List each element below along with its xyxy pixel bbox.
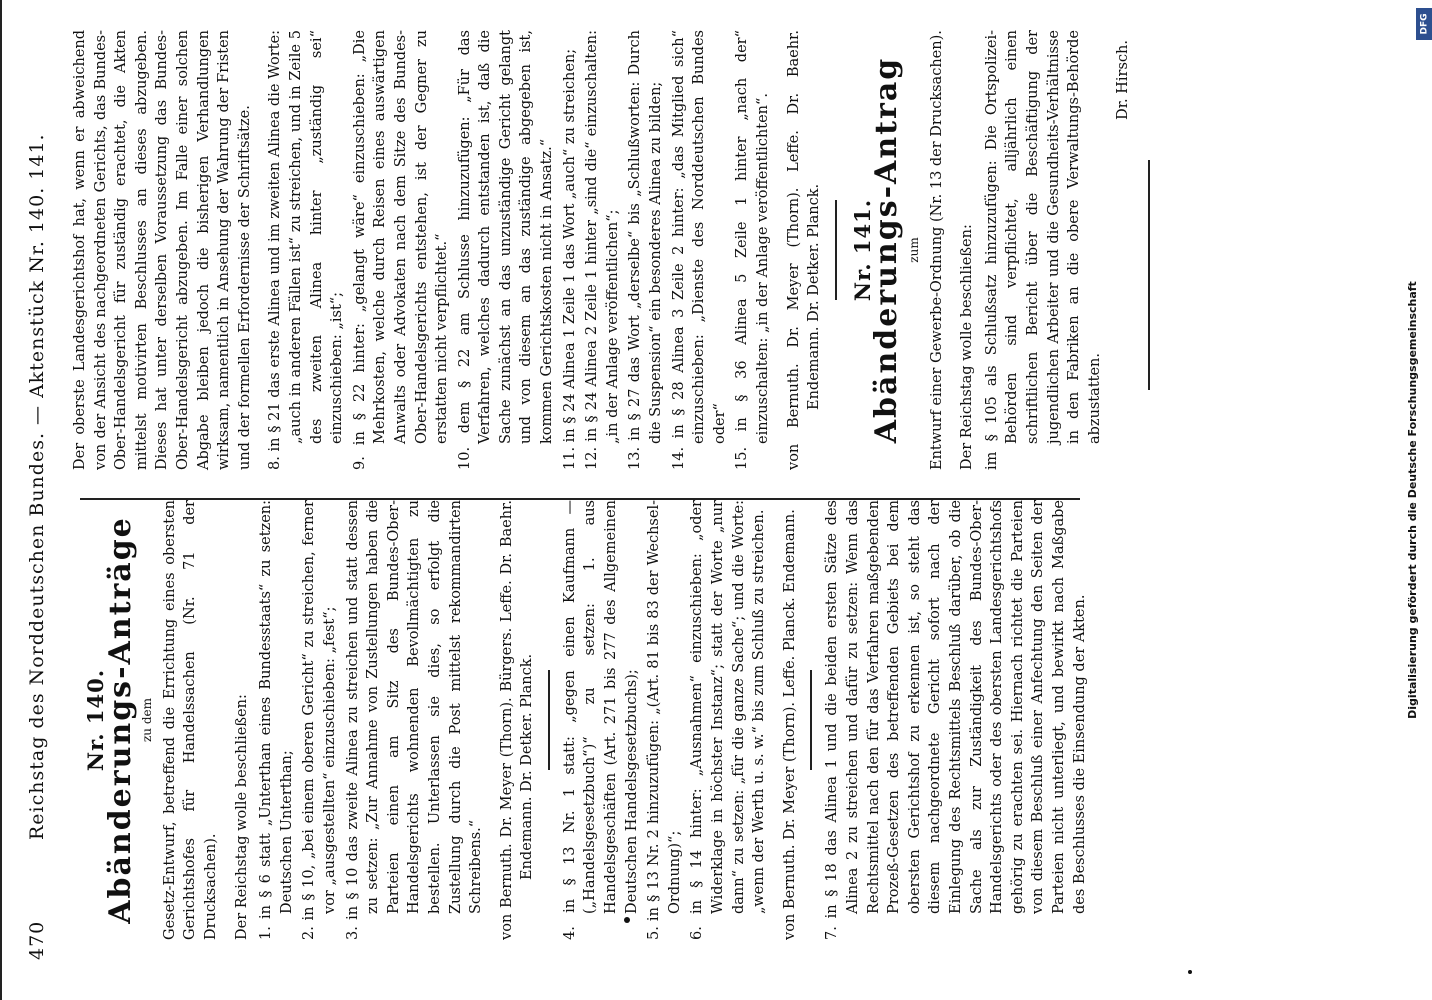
motion-item: im § 105 als Schlußsatz hinzuzufügen: Die Ortspolizei-Behörden sind verpflichtet, alljährlich einen schriftlichen Bericht über die Beschäftigung der jugendlichen Arbeiter und die Gesundheits-Verhältnisse in den Fabriken an die obere Verwaltungs-Behörde abzustatten. [983,30,1103,470]
divider-rule [548,670,550,770]
motion-item: 7. in § 18 das Alinea 1 und die beiden ersten Sätze des Alinea 2 zu streichen und dafür zu setzen: Wenn das Rechtsmittel nach den für das Verfahren maßgebenden Prozeß-Gesetzen des betreffenden Gebiets bei dem obersten Gerichtshof zu erkennen ist, so steht das diesem nachgeordnete Gericht sofort nach der Einlegung des Rechtsmittels Beschluß darüber, ob die Sache als zur Zuständigkeit des Bundes-Ober-Handelsgerichts oder des obersten Landesgerichtshofs gehörig zu erachten sei. Hiernach richtet die Parteien von diesem Beschluß einer Anfechtung den Seiten der Parteien nicht unterliegt, und bewirkt nach Maßgabe des Beschlusses die Einsendung der Akten. [824,500,1088,940]
preposition-line: zum [906,237,921,263]
scan-speck [1188,970,1192,974]
logo-text: DFG [1419,13,1430,35]
document-heading: Abänderungs-Antrag [869,56,905,444]
motion-item: 8. in § 21 das erste Alinea und im zweiten Alinea die Worte: „auch in anderen Fällen ist“ zu streichen, und in Zeile 5 des zweiten Alinea hinter „zuständig sei“ einzuschieben: „ist“; [267,30,346,470]
motion-item: 6. in § 14 hinter: „Ausnahmen“ einzuschieben: „oder Widerklage in höchster Instanz“; statt der Worte „nur dann“ zu setzen: „für die ganze Sache“; und die Worte: „wenn der Werth u. s. w.“ bis zum Schluß zu streichen. [689,500,768,940]
signers: von Bernuth. Dr. Meyer (Thorn). Leffe. Planck. Endemann. [781,509,798,940]
motion-intro: Der Reichstag wolle beschließen: [233,694,250,940]
document-subject: Entwurf einer Gewerbe-Ordnung (Nr. 13 der Drucksachen). [928,30,945,470]
signers: von Bernuth. Dr. Meyer (Thorn). Leffe. Dr. Baehr. Endemann. Dr. Detker. Planck. [785,30,823,470]
document-subject: Gesetz-Entwurf, betreffend die Errichtung eines obersten Gerichtshofes für Handelssachen (Nr. 71 der Drucksachen). [161,500,219,940]
document-number: Nr. 141. [849,198,875,302]
scan-speck [624,917,630,923]
divider-rule [810,670,812,770]
motion-item: 9. in § 22 hinter: „gelangt wäre“ einzuschieben: „Die Mehrkosten, welche durch Reisen eines auswärtigen Anwalts oder Advokaten nach dem Sitze des Bundes-Ober-Handelsgerichts entstehen, ist der Gegner zu erstatten nicht verpflichtet.“ [351,30,451,470]
right-column [70,30,1132,470]
motion-intro: Der Reichstag wolle beschließen: [959,224,976,470]
column-divider [80,498,1080,500]
motion-item: 11. in § 24 Alinea 1 Zeile 1 das Wort „auch“ zu streichen; [561,48,578,470]
motion-item: 1. in § 6 statt „Unterthan eines Bundesstaats“ zu setzen: Deutschen Unterthan; [258,500,295,940]
end-rule [1148,160,1150,390]
page-number: 470 [26,920,48,960]
left-column [70,500,1088,940]
signer: Dr. Hirsch. [1115,40,1132,120]
continuation-text: Der oberste Landesgerichtshof hat, wenn er abweichend von der Ansicht des nachgeordneten Gerichts, das Bundes-Ober-Handelsgericht für zuständig erachtet, die Akten mittelst motivirten Beschlusses an dieses abzugeben. Dieses hat unter derselben Voraussetzung das Bundes-Ober-Handelsgericht abzugeben. Im Falle einer solchen Abgabe bleiben jedoch die bisherigen Verhandlungen wirksam, namentlich in Ansehung der Wahrung der Fristen und der formellen Erfordernisse der Schriftsätze. [72,30,253,470]
motion-item: 2. in § 10, „bei einem oberen Gericht“ zu streichen, ferner vor „ausgestellten“ einzuschieben: „fest“; [301,500,338,940]
preposition-line: zu dem [140,697,155,743]
motion-item: 14. in § 28 Alinea 3 Zeile 2 hinter: „das Mitglied sich“ einzuschieben: „Dienste des Norddeutschen Bundes oder“ [670,30,728,470]
motion-item: 12. in § 24 Alinea 2 Zeile 1 hinter „sind die“ einzuschalten: „in der Anlage veröffentlichen“; [584,30,621,470]
motion-item: 15. in § 36 Alinea 5 Zeile 1 hinter „nach der“ einzuschalten: „in der Anlage veröffentlichten“. [734,30,771,470]
motion-item: 13. in § 27 das Wort „derselbe“ bis „Schlußworten: Durch die Suspension“ ein besonderes Alinea zu bilden; [627,30,665,470]
running-head [20,30,60,960]
motion-item: 5. in § 13 Nr. 2 hinzuzufügen: „(Art. 81 bis 83 der Wechsel-Ordnung)“; [646,500,683,940]
motion-item: 10. dem § 22 am Schlusse hinzuzufügen: „Für das Verfahren, welches dadurch entstanden ist, daß die Sache zunächst an das unzuständige Gericht gelangt und von diesem an das zuständige abgegeben ist, kommen Gerichtskosten nicht in Ansatz.“ [456,30,556,470]
motion-item: 4. in § 13 Nr. 1 statt: „gegen einen Kaufmann — („Handelsgesetzbuch“)“ zu setzen: 1. aus Handelsgeschäften (Art. 271 bis 277 des Allgemeinen Deutschen Handelsgesetzbuchs); [561,500,640,940]
motion-item: 3. in § 10 das zweite Alinea zu streichen und statt dessen zu setzen: „Zur Annahme von Zustellungen haben die Parteien einen am Sitz des Bundes-Ober-Handelsgerichts wohnenden Bevollmächtigten zu bestellen. Unterlassen sie dies, so erfolgt die Zustellung durch die Post mittelst rekommandirten Schreibens.“ [344,500,485,940]
divider-rule [835,200,837,300]
running-title: Reichstag des Norddeutschen Bundes. — Aktenstück Nr. 140. 141. [26,133,48,840]
document-heading: Abänderungs-Anträge [102,516,138,924]
signers: von Bernuth. Dr. Meyer (Thorn). Bürgers. Leffe. Dr. Baehr. Endemann. Dr. Detker. Planck. [498,500,536,940]
document-number: Nr. 140. [83,668,108,772]
funding-note: Digitalisierung gefördert durch die Deutsche Forschungsgemeinschaft [1406,281,1419,719]
